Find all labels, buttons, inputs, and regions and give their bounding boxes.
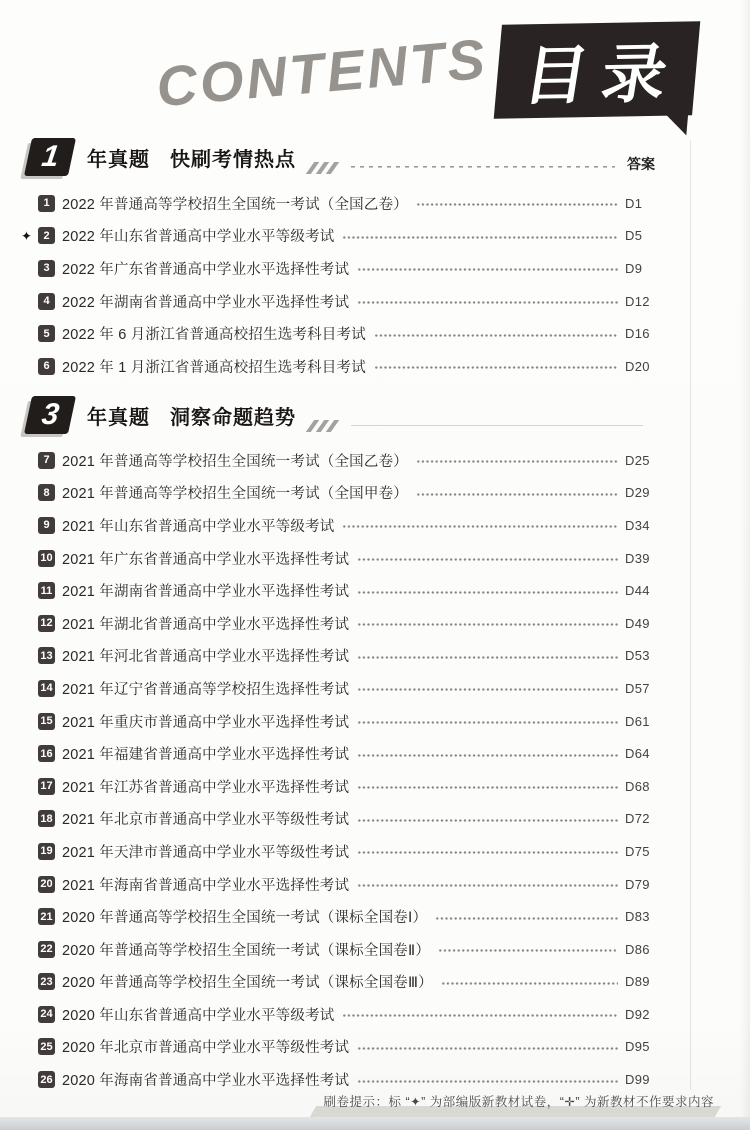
dotted-leader xyxy=(357,268,618,271)
item-title: 2021 年江苏省普通高中学业水平选择性考试 xyxy=(62,779,350,796)
toc-row xyxy=(38,317,655,350)
page-code: D79 xyxy=(625,876,650,892)
dotted-leader xyxy=(357,1080,618,1083)
section-title-main: 快刷考情热点 xyxy=(170,149,296,171)
item-number-badge: 15 xyxy=(38,713,55,730)
item-number-badge: 12 xyxy=(38,615,55,632)
page-code: D75 xyxy=(625,843,650,859)
dotted-leader xyxy=(357,591,618,594)
item-title: 2022 年广东省普通高中学业水平选择性考试 xyxy=(62,261,350,278)
toc-row xyxy=(38,444,655,477)
page-code: D16 xyxy=(625,326,650,342)
item-number-badge: 13 xyxy=(38,647,55,664)
page-crease-line xyxy=(690,140,691,1090)
page-code: D29 xyxy=(625,485,650,501)
dotted-leader xyxy=(357,623,618,626)
page-code: D64 xyxy=(625,746,650,762)
item-title: 2021 年山东省普通高中学业水平等级考试 xyxy=(62,518,335,535)
item-number-badge: 5 xyxy=(38,325,55,342)
section-badge-number: 1 xyxy=(39,140,61,173)
toc-row xyxy=(38,509,655,542)
contents-title: CONTENTS xyxy=(153,26,491,119)
page-code: D12 xyxy=(625,293,650,309)
item-number-badge: 23 xyxy=(38,973,55,990)
page-code: D53 xyxy=(625,648,650,664)
dotted-leader xyxy=(357,819,618,822)
item-number-badge: 10 xyxy=(38,550,55,567)
item-title: 2020 年普通高等学校招生全国统一考试（课标全国卷Ⅰ） xyxy=(62,910,428,927)
dotted-leader xyxy=(342,525,618,528)
hatch-marks-icon xyxy=(310,162,335,176)
item-number-badge: 18 xyxy=(38,810,55,827)
page-code: D20 xyxy=(625,358,650,374)
item-title: 2022 年 6 月浙江省普通高校招生选考科目考试 xyxy=(62,327,366,344)
section-title-prefix: 年真题 xyxy=(87,149,150,171)
toc-row xyxy=(38,705,655,738)
page-code: D86 xyxy=(625,941,650,957)
scan-edge-shade xyxy=(740,0,750,1130)
item-title: 2020 年海南省普通高中学业水平选择性考试 xyxy=(62,1073,350,1090)
page-code: D34 xyxy=(625,517,650,533)
dotted-leader xyxy=(357,786,618,789)
dotted-leader xyxy=(441,982,618,985)
item-title: 2021 年湖南省普通高中学业水平选择性考试 xyxy=(62,584,350,601)
item-number-badge: 17 xyxy=(38,778,55,795)
toc-row xyxy=(38,640,655,673)
page-code: D95 xyxy=(625,1039,650,1055)
item-number-badge: 11 xyxy=(38,582,55,599)
toc-row xyxy=(38,737,655,770)
toc-row xyxy=(38,574,655,607)
toc-row xyxy=(38,900,655,933)
item-number-badge: 6 xyxy=(38,358,55,375)
toc-row xyxy=(38,835,655,868)
dotted-leader xyxy=(435,917,618,920)
page-code: D5 xyxy=(625,228,643,244)
section-header-1 xyxy=(28,134,655,176)
footer-note: 刷卷提示：标 “✦” 为部编版新教材试卷，“✛” 为新教材不作要求内容 xyxy=(323,1092,714,1110)
section-badge xyxy=(24,396,76,434)
item-number-badge: 16 xyxy=(38,745,55,762)
mulu-title: 目录 xyxy=(518,37,687,113)
page-code: D57 xyxy=(625,680,650,696)
dotted-leader xyxy=(342,1014,618,1017)
item-title: 2021 年普通高等学校招生全国统一考试（全国乙卷） xyxy=(62,453,408,470)
dotted-leader xyxy=(357,721,618,724)
toc-row xyxy=(38,607,655,640)
page-code: D99 xyxy=(625,1072,650,1088)
item-title: 2020 年北京市普通高中学业水平等级性考试 xyxy=(62,1040,350,1057)
toc-row xyxy=(38,770,655,803)
toc-row xyxy=(38,966,655,999)
item-title: 2021 年辽宁省普通高等学校招生选择性考试 xyxy=(62,681,350,698)
item-number-badge: 19 xyxy=(38,843,55,860)
toc-row xyxy=(38,998,655,1031)
item-title: 2022 年 1 月浙江省普通高校招生选考科目考试 xyxy=(62,359,366,376)
dotted-leader xyxy=(357,851,618,854)
item-number-badge: 9 xyxy=(38,517,55,534)
toc-row xyxy=(21,220,655,253)
item-title: 2021 年河北省普通高中学业水平选择性考试 xyxy=(62,649,350,666)
header-leader-line xyxy=(351,424,643,426)
page-code: D44 xyxy=(625,583,650,599)
item-title: 2021 年普通高等学校招生全国统一考试（全国甲卷） xyxy=(62,486,408,503)
item-title: 2022 年山东省普通高中学业水平等级考试 xyxy=(62,229,335,246)
page-code: D89 xyxy=(625,974,650,990)
toc-row xyxy=(38,1063,655,1096)
section-title-prefix: 年真题 xyxy=(87,407,150,429)
dotted-leader xyxy=(357,754,618,757)
toc-row xyxy=(38,1031,655,1064)
item-title: 2021 年海南省普通高中学业水平选择性考试 xyxy=(62,877,350,894)
toc-row xyxy=(38,285,655,318)
dotted-leader xyxy=(416,493,618,496)
toc-row xyxy=(38,477,655,510)
item-number-badge: 22 xyxy=(38,941,55,958)
toc-row xyxy=(38,803,655,836)
toc-row xyxy=(38,350,655,383)
dotted-leader xyxy=(357,301,618,304)
item-number-badge: 8 xyxy=(38,484,55,501)
item-number-badge: 14 xyxy=(38,680,55,697)
toc-row xyxy=(38,868,655,901)
item-title: 2021 年广东省普通高中学业水平选择性考试 xyxy=(62,551,350,568)
page-code: D25 xyxy=(625,452,650,468)
item-number-badge: 1 xyxy=(38,195,55,212)
page-code: D92 xyxy=(625,1006,650,1022)
toc-list-section-3 xyxy=(38,444,655,1096)
item-number-badge: 21 xyxy=(38,908,55,925)
item-title: 2021 年重庆市普通高中学业水平选择性考试 xyxy=(62,714,350,731)
item-title: 2021 年湖北省普通高中学业水平选择性考试 xyxy=(62,616,350,633)
item-title: 2022 年湖南省普通高中学业水平选择性考试 xyxy=(62,294,350,311)
item-number-badge: 25 xyxy=(38,1038,55,1055)
page-code: D39 xyxy=(625,550,650,566)
dotted-leader xyxy=(416,460,618,463)
dotted-leader xyxy=(357,688,618,691)
item-title: 2021 年天津市普通高中学业水平等级性考试 xyxy=(62,844,350,861)
page-code: D9 xyxy=(625,260,643,276)
item-title: 2021 年北京市普通高中学业水平等级性考试 xyxy=(62,812,350,829)
section-title xyxy=(87,143,296,176)
toc-row xyxy=(38,252,655,285)
item-title: 2020 年山东省普通高中学业水平等级考试 xyxy=(62,1007,335,1024)
page-code: D68 xyxy=(625,778,650,794)
item-title: 2021 年福建省普通高中学业水平选择性考试 xyxy=(62,747,350,764)
item-number-badge: 2 xyxy=(38,227,55,244)
answers-label: 答案 xyxy=(627,156,655,172)
dotted-leader xyxy=(357,558,618,561)
item-number-badge: 26 xyxy=(38,1071,55,1088)
item-number-badge: 7 xyxy=(38,452,55,469)
page-code: D83 xyxy=(625,909,650,925)
dotted-leader xyxy=(357,884,618,887)
section-badge-number: 3 xyxy=(39,398,61,431)
toc-row xyxy=(38,933,655,966)
page-code: D61 xyxy=(625,713,650,729)
dotted-leader xyxy=(342,236,618,239)
page-code: D1 xyxy=(625,195,643,211)
toc-list-section-1 xyxy=(21,187,655,383)
item-title: 2022 年普通高等学校招生全国统一考试（全国乙卷） xyxy=(62,196,408,213)
page-code: D72 xyxy=(625,811,650,827)
header-leader-line xyxy=(351,166,615,168)
mulu-title-box xyxy=(494,21,701,118)
item-number-badge: 24 xyxy=(38,1006,55,1023)
section-title-main: 洞察命题趋势 xyxy=(170,407,296,429)
item-number-badge: 4 xyxy=(38,293,55,310)
section-title xyxy=(87,401,296,434)
dotted-leader xyxy=(357,1047,618,1050)
dotted-leader xyxy=(374,366,618,369)
toc-row xyxy=(38,187,655,220)
dotted-leader xyxy=(438,949,618,952)
hatch-marks-icon xyxy=(310,420,335,434)
toc-row xyxy=(38,672,655,705)
section-badge xyxy=(24,138,76,176)
new-textbook-star-icon: ✦ xyxy=(21,228,32,244)
page-code: D49 xyxy=(625,615,650,631)
scan-bottom-band xyxy=(0,1117,750,1130)
item-number-badge: 3 xyxy=(38,260,55,277)
dotted-leader xyxy=(357,656,618,659)
dotted-leader xyxy=(416,203,618,206)
toc-row xyxy=(38,542,655,575)
item-title: 2020 年普通高等学校招生全国统一考试（课标全国卷Ⅱ） xyxy=(62,942,431,959)
item-title: 2020 年普通高等学校招生全国统一考试（课标全国卷Ⅲ） xyxy=(62,975,433,992)
item-number-badge: 20 xyxy=(38,876,55,893)
section-header-3 xyxy=(28,392,655,434)
dotted-leader xyxy=(374,334,618,337)
